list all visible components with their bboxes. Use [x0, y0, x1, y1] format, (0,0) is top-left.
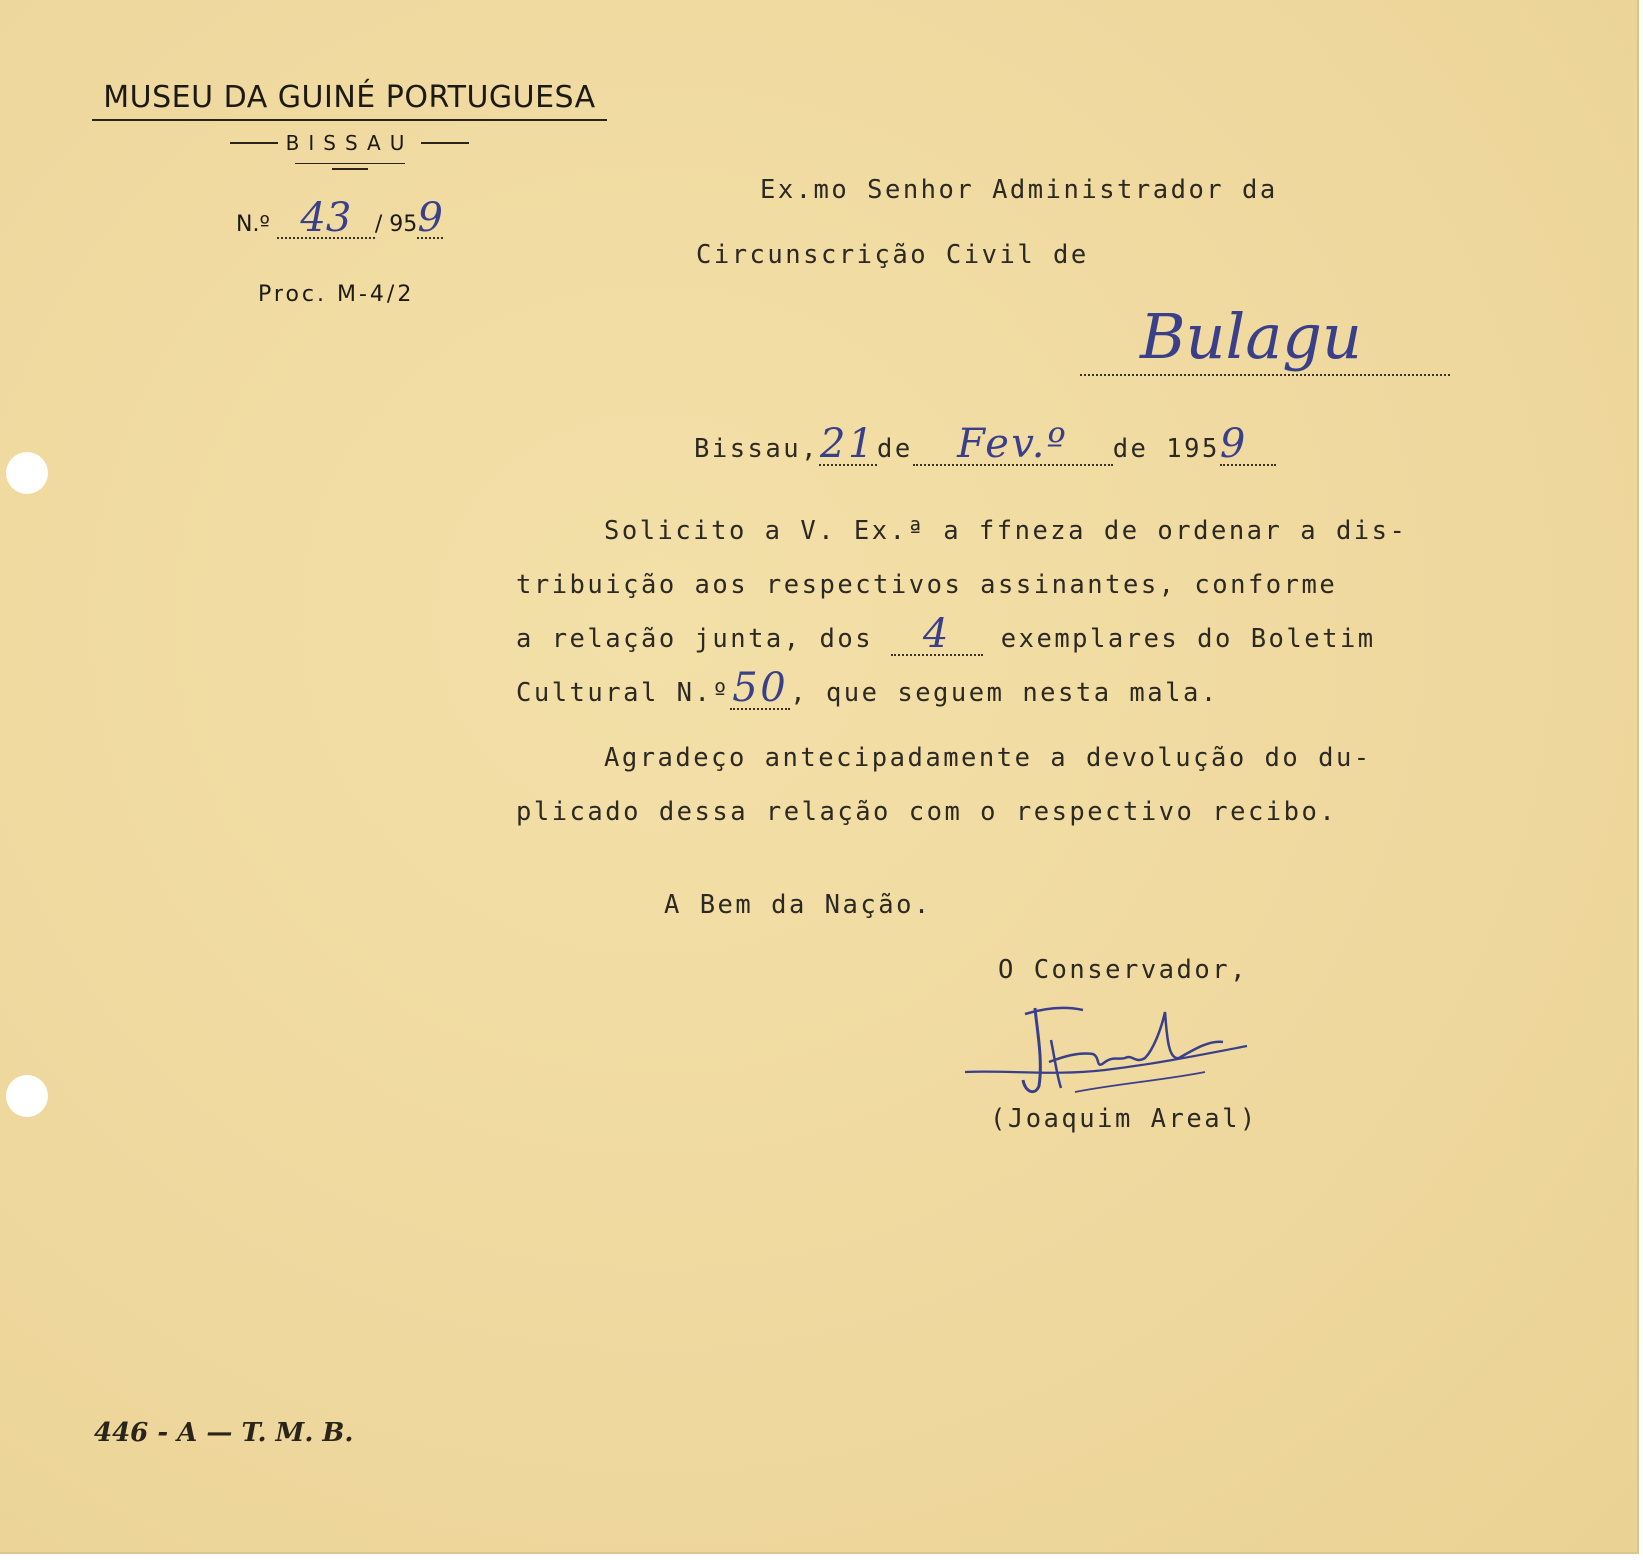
body-line-3: a relação junta, dos 4 exemplares do Boletim	[516, 611, 1376, 657]
handwritten-copies: 4	[922, 611, 951, 657]
body-line-4: Cultural N.º50, que seguem nesta mala.	[516, 665, 1219, 711]
handwritten-issue: 50	[732, 665, 789, 711]
handwritten-year: 9	[417, 195, 443, 241]
closing-salutation: A Bem da Nação.	[664, 890, 932, 920]
handwritten-place: Bulagu	[1140, 300, 1362, 373]
handwritten-day: 21	[820, 421, 876, 467]
printer-code: 446 - A — T. M. B.	[94, 1418, 354, 1448]
letterhead-city: BISSAU	[92, 131, 607, 155]
letterhead	[92, 80, 607, 170]
date-line: Bissau,21de Fev.º de 1959	[694, 434, 1276, 466]
handwritten-number: 43	[300, 195, 352, 241]
signatory-name: (Joaquim Areal)	[990, 1104, 1258, 1134]
handwritten-date-year: 9	[1219, 421, 1248, 467]
addressee-line-2: Circunscrição Civil de	[696, 240, 1089, 270]
punch-hole-top	[6, 452, 48, 494]
reference-number: N.º 43 / 959	[236, 195, 443, 241]
place-dotted-line	[1080, 374, 1450, 376]
signature	[965, 1000, 1285, 1110]
body-line-5: Agradeço antecipadamente a devolução do du-	[604, 743, 1372, 773]
process-reference: Proc. M-4/2	[258, 282, 415, 307]
body-line-6: plicado dessa relação com o respectivo recibo.	[516, 797, 1338, 827]
signatory-role: O Conservador,	[998, 955, 1248, 985]
institution-name: MUSEU DA GUINÉ PORTUGUESA	[92, 80, 607, 121]
body-line-2: tribuição aos respectivos assinantes, conforme	[516, 570, 1338, 600]
body-line-1: Solicito a V. Ex.ª a ffneza de ordenar a dis-	[604, 516, 1408, 546]
addressee-line-1: Ex.mo Senhor Administrador da	[760, 175, 1278, 205]
punch-hole-bottom	[6, 1075, 48, 1117]
handwritten-month: Fev.º	[957, 421, 1069, 467]
